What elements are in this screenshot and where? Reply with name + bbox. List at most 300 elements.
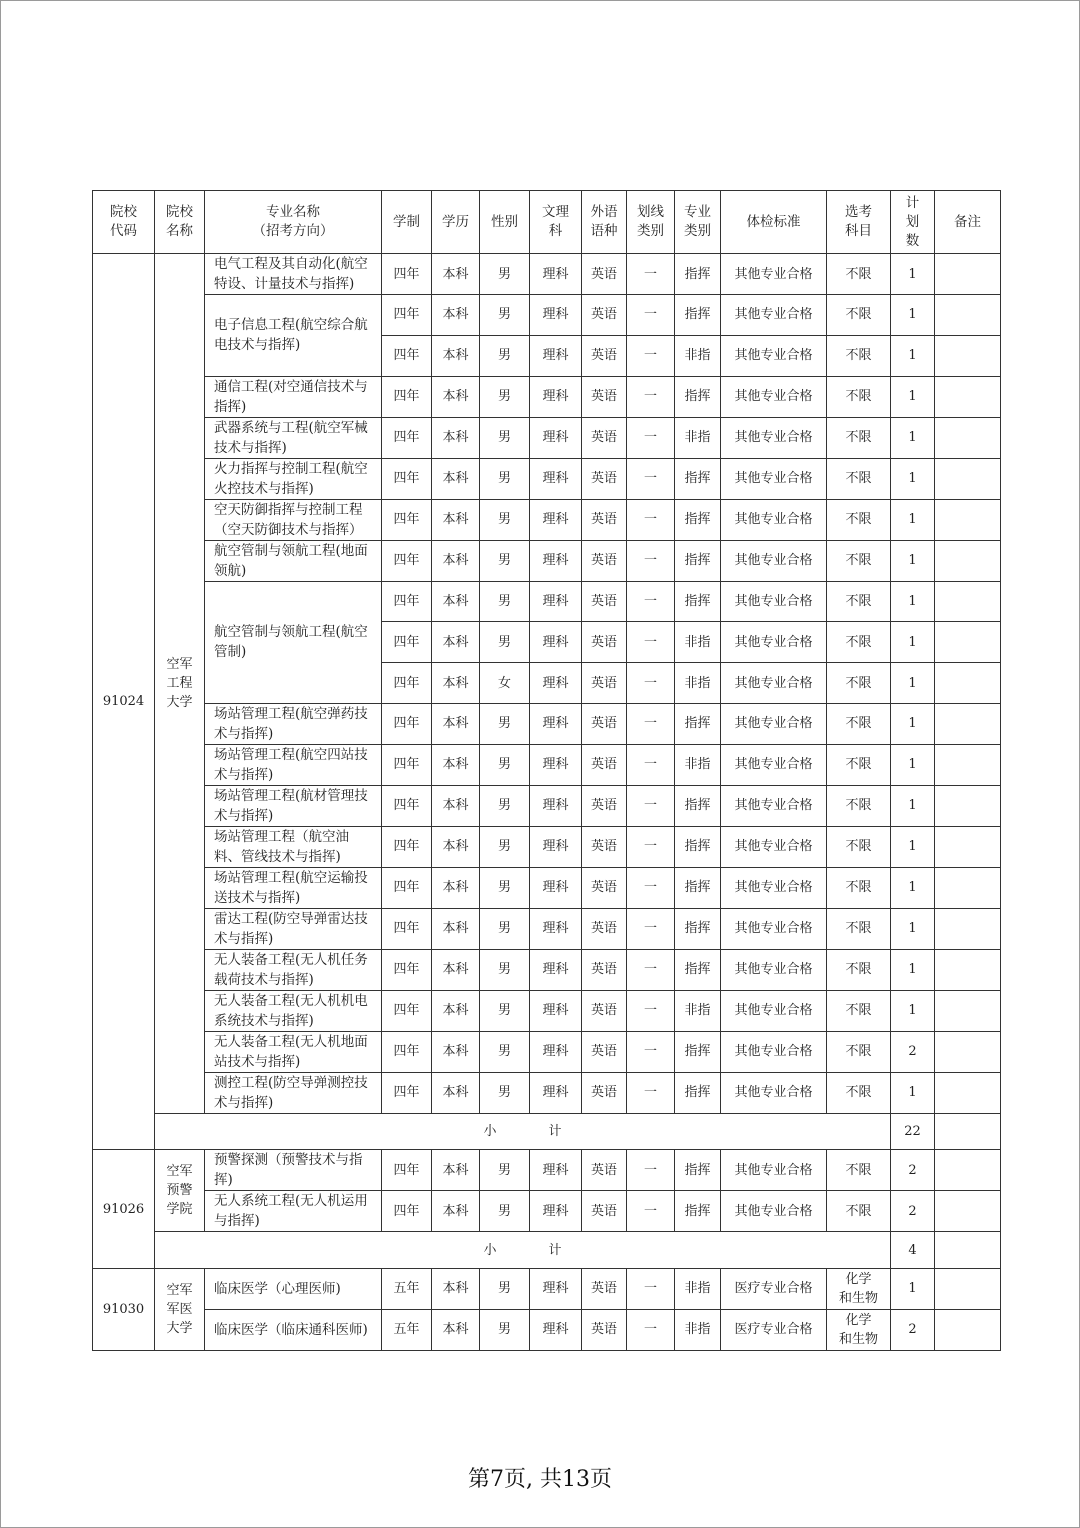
elective-subjects-cell: 不限 <box>827 1150 891 1191</box>
subtotal-row <box>93 1232 1001 1269</box>
duration-cell: 四年 <box>382 663 432 704</box>
physical-standard-cell: 其他专业合格 <box>721 785 827 826</box>
language-cell: 英语 <box>582 622 627 663</box>
major-name-cell: 电子信息工程(航空综合航电技术与指挥) <box>205 295 382 377</box>
elective-subjects-cell: 不限 <box>827 990 891 1031</box>
elective-subjects-cell: 不限 <box>827 417 891 458</box>
plan-count-cell: 1 <box>891 335 935 376</box>
elective-subjects-cell: 不限 <box>827 949 891 990</box>
remarks-cell <box>935 1031 1001 1072</box>
major-category-cell: 指挥 <box>675 785 721 826</box>
physical-standard-cell: 其他专业合格 <box>721 622 827 663</box>
subtotal-label: 小 计 <box>155 1113 891 1150</box>
table-row <box>93 254 1001 295</box>
gender-cell: 男 <box>480 949 530 990</box>
language-cell: 英语 <box>582 581 627 622</box>
remarks-cell <box>935 1072 1001 1113</box>
stream-cell: 理科 <box>530 826 582 867</box>
major-name-cell: 场站管理工程(航空运输投送技术与指挥) <box>205 867 382 908</box>
remarks-cell <box>935 376 1001 417</box>
remarks-cell <box>935 703 1001 744</box>
remarks-cell <box>935 867 1001 908</box>
degree-cell: 本科 <box>432 1191 480 1232</box>
language-cell: 英语 <box>582 867 627 908</box>
language-cell: 英语 <box>582 949 627 990</box>
degree-cell: 本科 <box>432 417 480 458</box>
language-cell: 英语 <box>582 1191 627 1232</box>
duration-cell: 四年 <box>382 499 432 540</box>
elective-subjects-cell: 不限 <box>827 703 891 744</box>
header-cutoff-type: 划线 类别 <box>627 191 675 254</box>
subtotal-row <box>93 1113 1001 1150</box>
gender-cell: 男 <box>480 1150 530 1191</box>
duration-cell: 四年 <box>382 540 432 581</box>
gender-cell: 男 <box>480 581 530 622</box>
stream-cell: 理科 <box>530 540 582 581</box>
gender-cell: 女 <box>480 663 530 704</box>
plan-count-cell: 1 <box>891 1072 935 1113</box>
physical-standard-cell: 其他专业合格 <box>721 295 827 336</box>
duration-cell: 四年 <box>382 1191 432 1232</box>
remarks-cell <box>935 744 1001 785</box>
major-name-cell: 雷达工程(防空导弹雷达技术与指挥) <box>205 908 382 949</box>
language-cell: 英语 <box>582 295 627 336</box>
duration-cell: 四年 <box>382 990 432 1031</box>
degree-cell: 本科 <box>432 1031 480 1072</box>
major-category-cell: 指挥 <box>675 458 721 499</box>
elective-subjects-cell: 不限 <box>827 376 891 417</box>
remarks-cell <box>935 908 1001 949</box>
gender-cell: 男 <box>480 1191 530 1232</box>
header-language: 外语 语种 <box>582 191 627 254</box>
cutoff-type-cell: 一 <box>627 335 675 376</box>
major-category-cell: 非指 <box>675 622 721 663</box>
plan-count-cell: 1 <box>891 990 935 1031</box>
gender-cell: 男 <box>480 867 530 908</box>
language-cell: 英语 <box>582 744 627 785</box>
elective-subjects-cell: 不限 <box>827 254 891 295</box>
remarks-cell <box>935 1268 1001 1309</box>
table-row <box>93 376 1001 417</box>
degree-cell: 本科 <box>432 622 480 663</box>
table-row <box>93 867 1001 908</box>
table-row <box>93 1031 1001 1072</box>
duration-cell: 四年 <box>382 949 432 990</box>
language-cell: 英语 <box>582 417 627 458</box>
major-name-cell: 武器系统与工程(航空军械技术与指挥) <box>205 417 382 458</box>
major-category-cell: 指挥 <box>675 908 721 949</box>
major-category-cell: 指挥 <box>675 1072 721 1113</box>
degree-cell: 本科 <box>432 990 480 1031</box>
header-school-name: 院校 名称 <box>155 191 205 254</box>
remarks-cell <box>935 581 1001 622</box>
degree-cell: 本科 <box>432 826 480 867</box>
major-name-cell: 航空管制与领航工程(地面领航) <box>205 540 382 581</box>
elective-subjects-cell: 化学 和生物 <box>827 1268 891 1309</box>
plan-count-cell: 1 <box>891 417 935 458</box>
table-row <box>93 540 1001 581</box>
degree-cell: 本科 <box>432 703 480 744</box>
major-category-cell: 非指 <box>675 663 721 704</box>
cutoff-type-cell: 一 <box>627 1191 675 1232</box>
subtotal-label: 小 计 <box>155 1232 891 1269</box>
stream-cell: 理科 <box>530 295 582 336</box>
duration-cell: 四年 <box>382 295 432 336</box>
major-category-cell: 非指 <box>675 990 721 1031</box>
elective-subjects-cell: 不限 <box>827 785 891 826</box>
cutoff-type-cell: 一 <box>627 949 675 990</box>
major-category-cell: 指挥 <box>675 949 721 990</box>
plan-count-cell: 1 <box>891 254 935 295</box>
physical-standard-cell: 其他专业合格 <box>721 254 827 295</box>
plan-count-cell: 1 <box>891 622 935 663</box>
major-category-cell: 指挥 <box>675 581 721 622</box>
cutoff-type-cell: 一 <box>627 1309 675 1350</box>
plan-count-cell: 1 <box>891 908 935 949</box>
major-name-cell: 预警探测（预警技术与指挥) <box>205 1150 382 1191</box>
plan-count-cell: 2 <box>891 1150 935 1191</box>
cutoff-type-cell: 一 <box>627 663 675 704</box>
gender-cell: 男 <box>480 908 530 949</box>
elective-subjects-cell: 不限 <box>827 540 891 581</box>
duration-cell: 五年 <box>382 1309 432 1350</box>
major-category-cell: 指挥 <box>675 1150 721 1191</box>
table-header-row <box>93 191 1001 254</box>
degree-cell: 本科 <box>432 663 480 704</box>
cutoff-type-cell: 一 <box>627 540 675 581</box>
physical-standard-cell: 其他专业合格 <box>721 990 827 1031</box>
stream-cell: 理科 <box>530 458 582 499</box>
degree-cell: 本科 <box>432 1268 480 1309</box>
cutoff-type-cell: 一 <box>627 908 675 949</box>
major-name-cell: 无人装备工程(无人机任务载荷技术与指挥) <box>205 949 382 990</box>
language-cell: 英语 <box>582 663 627 704</box>
major-name-cell: 航空管制与领航工程(航空管制) <box>205 581 382 703</box>
elective-subjects-cell: 不限 <box>827 581 891 622</box>
elective-subjects-cell: 不限 <box>827 663 891 704</box>
remarks-cell <box>935 622 1001 663</box>
duration-cell: 四年 <box>382 908 432 949</box>
table-row <box>93 499 1001 540</box>
stream-cell: 理科 <box>530 908 582 949</box>
language-cell: 英语 <box>582 254 627 295</box>
header-duration: 学制 <box>382 191 432 254</box>
language-cell: 英语 <box>582 499 627 540</box>
duration-cell: 四年 <box>382 744 432 785</box>
duration-cell: 四年 <box>382 254 432 295</box>
elective-subjects-cell: 不限 <box>827 867 891 908</box>
plan-count-cell: 2 <box>891 1191 935 1232</box>
table-row <box>93 1150 1001 1191</box>
language-cell: 英语 <box>582 335 627 376</box>
degree-cell: 本科 <box>432 581 480 622</box>
gender-cell: 男 <box>480 1031 530 1072</box>
major-category-cell: 指挥 <box>675 826 721 867</box>
cutoff-type-cell: 一 <box>627 1031 675 1072</box>
physical-standard-cell: 其他专业合格 <box>721 376 827 417</box>
plan-count-cell: 1 <box>891 458 935 499</box>
table-row <box>93 1191 1001 1232</box>
plan-count-cell: 1 <box>891 295 935 336</box>
language-cell: 英语 <box>582 1150 627 1191</box>
table-row <box>93 990 1001 1031</box>
stream-cell: 理科 <box>530 581 582 622</box>
stream-cell: 理科 <box>530 499 582 540</box>
duration-cell: 四年 <box>382 417 432 458</box>
physical-standard-cell: 其他专业合格 <box>721 1072 827 1113</box>
header-elective-subjects: 选考 科目 <box>827 191 891 254</box>
remarks-cell <box>935 1150 1001 1191</box>
school-name-cell: 空军 军医 大学 <box>155 1268 205 1350</box>
stream-cell: 理科 <box>530 376 582 417</box>
gender-cell: 男 <box>480 376 530 417</box>
plan-count-cell: 1 <box>891 499 935 540</box>
remarks-cell <box>935 254 1001 295</box>
plan-count-cell: 2 <box>891 1309 935 1350</box>
physical-standard-cell: 医疗专业合格 <box>721 1309 827 1350</box>
elective-subjects-cell: 不限 <box>827 295 891 336</box>
degree-cell: 本科 <box>432 458 480 499</box>
major-name-cell: 场站管理工程（航空油料、管线技术与指挥) <box>205 826 382 867</box>
cutoff-type-cell: 一 <box>627 826 675 867</box>
duration-cell: 四年 <box>382 785 432 826</box>
remarks-cell <box>935 826 1001 867</box>
major-name-cell: 场站管理工程(航材管理技术与指挥) <box>205 785 382 826</box>
cutoff-type-cell: 一 <box>627 867 675 908</box>
gender-cell: 男 <box>480 499 530 540</box>
duration-cell: 五年 <box>382 1268 432 1309</box>
remarks-cell <box>935 499 1001 540</box>
stream-cell: 理科 <box>530 622 582 663</box>
cutoff-type-cell: 一 <box>627 990 675 1031</box>
language-cell: 英语 <box>582 990 627 1031</box>
degree-cell: 本科 <box>432 295 480 336</box>
page-number: 第7页, 共13页 <box>468 1467 612 1492</box>
remarks-cell <box>935 1309 1001 1350</box>
elective-subjects-cell: 不限 <box>827 1072 891 1113</box>
gender-cell: 男 <box>480 540 530 581</box>
language-cell: 英语 <box>582 785 627 826</box>
cutoff-type-cell: 一 <box>627 1072 675 1113</box>
stream-cell: 理科 <box>530 1150 582 1191</box>
gender-cell: 男 <box>480 703 530 744</box>
physical-standard-cell: 其他专业合格 <box>721 540 827 581</box>
cutoff-type-cell: 一 <box>627 295 675 336</box>
school-name-cell: 空军 工程 大学 <box>155 254 205 1114</box>
header-major-name: 专业名称 （招考方向） <box>205 191 382 254</box>
language-cell: 英语 <box>582 826 627 867</box>
major-name-cell: 临床医学（临床通科医师) <box>205 1309 382 1350</box>
table-row <box>93 908 1001 949</box>
physical-standard-cell: 其他专业合格 <box>721 499 827 540</box>
stream-cell: 理科 <box>530 335 582 376</box>
enrollment-table <box>92 190 1001 1351</box>
major-category-cell: 指挥 <box>675 499 721 540</box>
remarks-cell <box>935 949 1001 990</box>
elective-subjects-cell: 不限 <box>827 335 891 376</box>
gender-cell: 男 <box>480 417 530 458</box>
language-cell: 英语 <box>582 1268 627 1309</box>
language-cell: 英语 <box>582 1031 627 1072</box>
major-category-cell: 非指 <box>675 417 721 458</box>
physical-standard-cell: 其他专业合格 <box>721 458 827 499</box>
major-category-cell: 非指 <box>675 744 721 785</box>
cutoff-type-cell: 一 <box>627 376 675 417</box>
cutoff-type-cell: 一 <box>627 622 675 663</box>
table-row <box>93 458 1001 499</box>
language-cell: 英语 <box>582 1072 627 1113</box>
physical-standard-cell: 其他专业合格 <box>721 826 827 867</box>
cutoff-type-cell: 一 <box>627 785 675 826</box>
major-category-cell: 指挥 <box>675 254 721 295</box>
subtotal-remarks <box>935 1232 1001 1269</box>
physical-standard-cell: 其他专业合格 <box>721 335 827 376</box>
elective-subjects-cell: 不限 <box>827 908 891 949</box>
elective-subjects-cell: 化学 和生物 <box>827 1309 891 1350</box>
physical-standard-cell: 其他专业合格 <box>721 663 827 704</box>
degree-cell: 本科 <box>432 335 480 376</box>
plan-count-cell: 1 <box>891 376 935 417</box>
duration-cell: 四年 <box>382 581 432 622</box>
major-name-cell: 临床医学（心理医师) <box>205 1268 382 1309</box>
gender-cell: 男 <box>480 295 530 336</box>
remarks-cell <box>935 295 1001 336</box>
degree-cell: 本科 <box>432 1072 480 1113</box>
stream-cell: 理科 <box>530 254 582 295</box>
duration-cell: 四年 <box>382 826 432 867</box>
major-name-cell: 测控工程(防空导弹测控技术与指挥) <box>205 1072 382 1113</box>
major-name-cell: 场站管理工程(航空四站技术与指挥) <box>205 744 382 785</box>
major-category-cell: 指挥 <box>675 1031 721 1072</box>
gender-cell: 男 <box>480 744 530 785</box>
plan-count-cell: 1 <box>891 581 935 622</box>
cutoff-type-cell: 一 <box>627 581 675 622</box>
table-row <box>93 949 1001 990</box>
stream-cell: 理科 <box>530 1268 582 1309</box>
language-cell: 英语 <box>582 376 627 417</box>
plan-count-cell: 1 <box>891 1268 935 1309</box>
gender-cell: 男 <box>480 1072 530 1113</box>
duration-cell: 四年 <box>382 1150 432 1191</box>
school-code-cell: 91030 <box>93 1268 155 1350</box>
degree-cell: 本科 <box>432 1150 480 1191</box>
gender-cell: 男 <box>480 1268 530 1309</box>
elective-subjects-cell: 不限 <box>827 826 891 867</box>
elective-subjects-cell: 不限 <box>827 458 891 499</box>
major-category-cell: 指挥 <box>675 295 721 336</box>
degree-cell: 本科 <box>432 949 480 990</box>
physical-standard-cell: 其他专业合格 <box>721 908 827 949</box>
language-cell: 英语 <box>582 1309 627 1350</box>
plan-count-cell: 1 <box>891 663 935 704</box>
degree-cell: 本科 <box>432 867 480 908</box>
plan-count-cell: 1 <box>891 744 935 785</box>
major-category-cell: 非指 <box>675 1309 721 1350</box>
table-row <box>93 417 1001 458</box>
remarks-cell <box>935 458 1001 499</box>
gender-cell: 男 <box>480 622 530 663</box>
stream-cell: 理科 <box>530 990 582 1031</box>
header-degree: 学历 <box>432 191 480 254</box>
gender-cell: 男 <box>480 335 530 376</box>
plan-count-cell: 1 <box>891 703 935 744</box>
stream-cell: 理科 <box>530 1309 582 1350</box>
table-row <box>93 703 1001 744</box>
major-name-cell: 通信工程(对空通信技术与指挥) <box>205 376 382 417</box>
table-row <box>93 1072 1001 1113</box>
duration-cell: 四年 <box>382 1031 432 1072</box>
duration-cell: 四年 <box>382 622 432 663</box>
remarks-cell <box>935 663 1001 704</box>
elective-subjects-cell: 不限 <box>827 1191 891 1232</box>
header-stream: 文理 科 <box>530 191 582 254</box>
degree-cell: 本科 <box>432 540 480 581</box>
major-name-cell: 火力指挥与控制工程(航空火控技术与指挥) <box>205 458 382 499</box>
subtotal-remarks <box>935 1113 1001 1150</box>
major-category-cell: 非指 <box>675 335 721 376</box>
elective-subjects-cell: 不限 <box>827 499 891 540</box>
major-category-cell: 指挥 <box>675 1191 721 1232</box>
plan-count-cell: 1 <box>891 540 935 581</box>
school-name-cell: 空军 预警 学院 <box>155 1150 205 1232</box>
stream-cell: 理科 <box>530 1072 582 1113</box>
plan-count-cell: 1 <box>891 785 935 826</box>
subtotal-value: 22 <box>891 1113 935 1150</box>
stream-cell: 理科 <box>530 949 582 990</box>
cutoff-type-cell: 一 <box>627 703 675 744</box>
table-body <box>93 254 1001 1351</box>
major-category-cell: 非指 <box>675 1268 721 1309</box>
table-row <box>93 826 1001 867</box>
header-gender: 性别 <box>480 191 530 254</box>
cutoff-type-cell: 一 <box>627 1150 675 1191</box>
stream-cell: 理科 <box>530 703 582 744</box>
physical-standard-cell: 医疗专业合格 <box>721 1268 827 1309</box>
remarks-cell <box>935 1191 1001 1232</box>
major-name-cell: 无人装备工程(无人机机电系统技术与指挥) <box>205 990 382 1031</box>
physical-standard-cell: 其他专业合格 <box>721 1150 827 1191</box>
degree-cell: 本科 <box>432 376 480 417</box>
subtotal-value: 4 <box>891 1232 935 1269</box>
header-plan-count: 计 划 数 <box>891 191 935 254</box>
degree-cell: 本科 <box>432 1309 480 1350</box>
degree-cell: 本科 <box>432 499 480 540</box>
physical-standard-cell: 其他专业合格 <box>721 744 827 785</box>
remarks-cell <box>935 417 1001 458</box>
major-category-cell: 指挥 <box>675 703 721 744</box>
stream-cell: 理科 <box>530 1191 582 1232</box>
language-cell: 英语 <box>582 540 627 581</box>
degree-cell: 本科 <box>432 744 480 785</box>
duration-cell: 四年 <box>382 1072 432 1113</box>
cutoff-type-cell: 一 <box>627 458 675 499</box>
duration-cell: 四年 <box>382 867 432 908</box>
table-row <box>93 1268 1001 1309</box>
remarks-cell <box>935 785 1001 826</box>
degree-cell: 本科 <box>432 908 480 949</box>
stream-cell: 理科 <box>530 785 582 826</box>
duration-cell: 四年 <box>382 376 432 417</box>
physical-standard-cell: 其他专业合格 <box>721 949 827 990</box>
gender-cell: 男 <box>480 785 530 826</box>
table-row <box>93 1309 1001 1350</box>
major-name-cell: 无人装备工程(无人机地面站技术与指挥) <box>205 1031 382 1072</box>
physical-standard-cell: 其他专业合格 <box>721 703 827 744</box>
table-row <box>93 744 1001 785</box>
physical-standard-cell: 其他专业合格 <box>721 867 827 908</box>
header-remarks: 备注 <box>935 191 1001 254</box>
remarks-cell <box>935 335 1001 376</box>
